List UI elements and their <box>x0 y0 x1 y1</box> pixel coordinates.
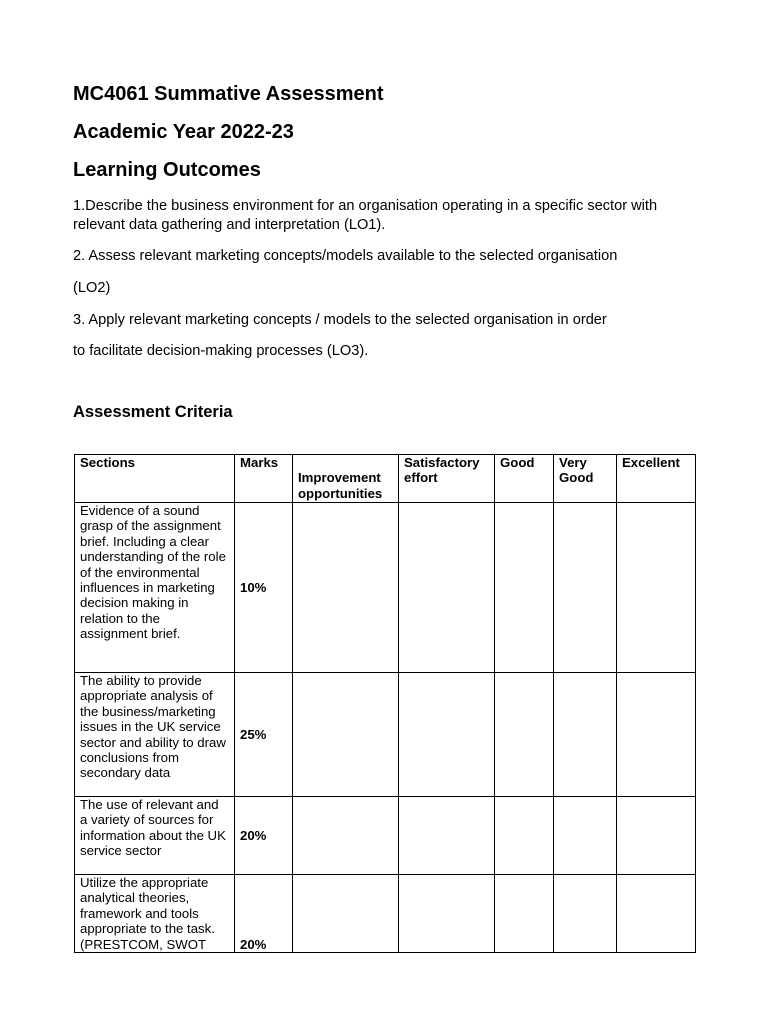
grade-cell <box>617 673 696 797</box>
grade-cell <box>554 797 617 875</box>
table-header-row <box>75 455 696 503</box>
section-cell: The use of relevant and a variety of sources for information about the UK service sector <box>75 797 235 875</box>
header-excellent: Excellent <box>617 455 696 503</box>
learning-outcome-2-code: (LO2) <box>73 280 111 296</box>
assessment-criteria-table <box>74 454 696 953</box>
grade-cell <box>617 875 696 953</box>
learning-outcomes-heading: Learning Outcomes <box>73 159 261 181</box>
grade-cell <box>399 797 495 875</box>
grade-cell <box>495 797 554 875</box>
academic-year-heading: Academic Year 2022-23 <box>73 121 294 143</box>
document-title: MC4061 Summative Assessment <box>73 83 384 105</box>
section-cell: The ability to provide appropriate analysis of the business/marketing issues in the UK service sector and ability to draw conclusions from secondary data <box>75 673 235 797</box>
marks-cell: 10% <box>235 503 293 673</box>
grade-cell <box>495 503 554 673</box>
assessment-criteria-heading: Assessment Criteria <box>73 403 233 421</box>
header-very-good: Very Good <box>554 455 617 503</box>
header-good: Good <box>495 455 554 503</box>
section-cell: Utilize the appropriate analytical theories, framework and tools appropriate to the task. (PRESTCOM, SWOT <box>75 875 235 953</box>
table-row <box>75 875 696 953</box>
table-row <box>75 797 696 875</box>
table-row <box>75 503 696 673</box>
table-row <box>75 673 696 797</box>
section-cell: Evidence of a sound grasp of the assignment brief. Including a clear understanding of the role of the environmental influences in marketing decision making in relation to the assignment brief. <box>75 503 235 673</box>
learning-outcome-1: 1.Describe the business environment for an organisation operating in a specific sector with relevant data gathering and interpretation (LO1). <box>73 198 658 233</box>
marks-cell: 20% <box>235 797 293 875</box>
grade-cell <box>554 673 617 797</box>
grade-cell <box>495 875 554 953</box>
grade-cell <box>293 503 399 673</box>
marks-cell: 25% <box>235 673 293 797</box>
header-improvement-opportunities: Improvement opportunities <box>293 455 399 503</box>
grade-cell <box>399 673 495 797</box>
header-sections: Sections <box>75 455 235 503</box>
learning-outcome-3: 3. Apply relevant marketing concepts / models to the selected organisation in order <box>73 312 607 328</box>
grade-cell <box>293 797 399 875</box>
header-satisfactory-effort: Satisfactory effort <box>399 455 495 503</box>
grade-cell <box>554 875 617 953</box>
grade-cell <box>293 673 399 797</box>
grade-cell <box>617 503 696 673</box>
grade-cell <box>495 673 554 797</box>
grade-cell <box>554 503 617 673</box>
marks-cell: 20% <box>235 875 293 953</box>
header-marks: Marks <box>235 455 293 503</box>
grade-cell <box>293 875 399 953</box>
learning-outcome-2: 2. Assess relevant marketing concepts/models available to the selected organisation <box>73 248 618 264</box>
grade-cell <box>617 797 696 875</box>
learning-outcome-3-continued: to facilitate decision-making processes (LO3). <box>73 343 369 359</box>
grade-cell <box>399 875 495 953</box>
grade-cell <box>399 503 495 673</box>
